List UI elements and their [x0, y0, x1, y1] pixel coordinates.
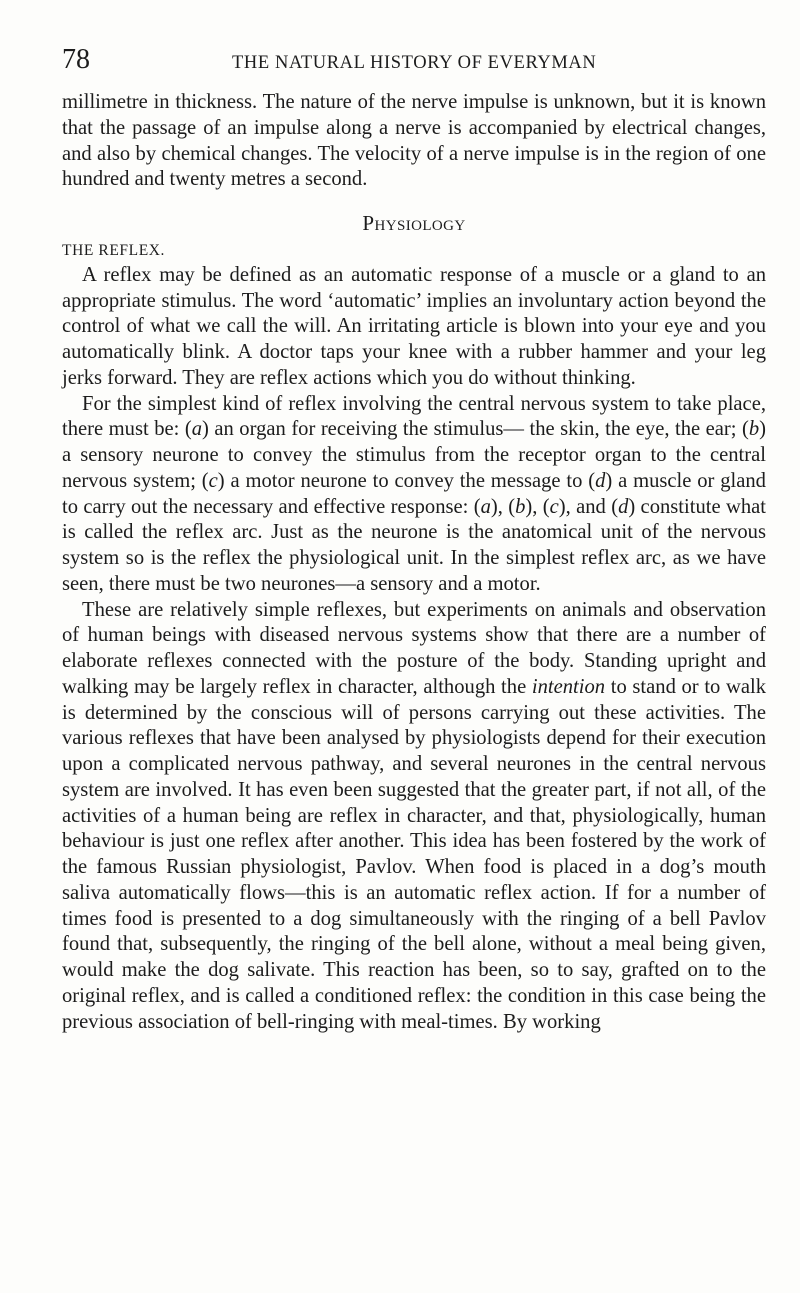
body-text — [62, 90, 766, 1035]
running-head — [62, 44, 766, 90]
section-heading: Physiology — [362, 211, 466, 235]
paragraph-complex-reflexes: These are relatively simple reflexes, but experiments on animals and observation of human beings with diseased nervous systems show that there are a number of elaborate reflexes connected with the posture of the body. Standing upright and walking may be largely reflex in character, although the intention to stand or to walk is determined by the conscious will of persons carrying out these activities. The various reflexes that have been analysed by physiologists depend for their execution upon a complicated nervous pathway, and several neurones in the central nervous system are involved. It has even been suggested that the greater part, if not all, of the activities of a human being are reflex in character, and that, physiologically, human behaviour is just one reflex after another. This idea has been fostered by the work of the famous Russian physiologist, Pavlov. When food is placed in a dog’s mouth saliva automatically flows—this is an automatic reflex action. If for a number of times food is presented to a dog simultaneously with the ringing of a bell Pavlov found that, subsequently, the ringing of the bell alone, without a meal being given, would make the dog salivate. This reaction has been, so to say, grafted on to the original reflex, and is called a conditioned reflex: the condition in this case being the previous association of bell-ringing with meal-times. By working — [62, 598, 767, 1033]
paragraph-reflex-arc: For the simplest kind of reflex involving the central nervous system to take place, there must be: (a) an organ for receiving the stimulus— the skin, the eye, the ear; (b) a sensory neurone to convey the stimulus from the receptor organ to the central nervous system; (c) a motor neurone to convey the message to (d) a muscle or gland to carry out the necessary and effective response: (a), (b), (c), and (d) constitute what is called the reflex arc. Just as the neurone is the anatomical unit of the nervous system so is the reflex the physiological unit. In the simplest reflex arc, as we have seen, there must be two neurones—a sensory and a motor. — [62, 392, 767, 595]
paragraph-reflex-definition: A reflex may be defined as an automatic response of a muscle or a gland to an appropriate stimulus. The word ‘automatic’ implies an involuntary action beyond the control of what we call the will. An irritating article is blown into your eye and you automatically blink. A doctor taps your knee with a rubber hammer and your leg jerks forward. They are reflex actions which you do without thinking. — [62, 263, 766, 389]
subheading: THE REFLEX. — [62, 241, 166, 259]
opening-paragraph: millimetre in thickness. The nature of the nerve impulse is unknown, but it is known that the passage of an impulse along a nerve is accompanied by electrical changes, and also by chemical changes. The velocity of a nerve impulse is in the region of one hundred and twenty metres a second. — [62, 91, 766, 191]
running-title: THE NATURAL HISTORY OF EVERYMAN — [232, 53, 597, 73]
emphasis-intention: intention — [531, 675, 606, 698]
page-number: 78 — [62, 44, 90, 75]
book-page — [62, 44, 766, 1035]
